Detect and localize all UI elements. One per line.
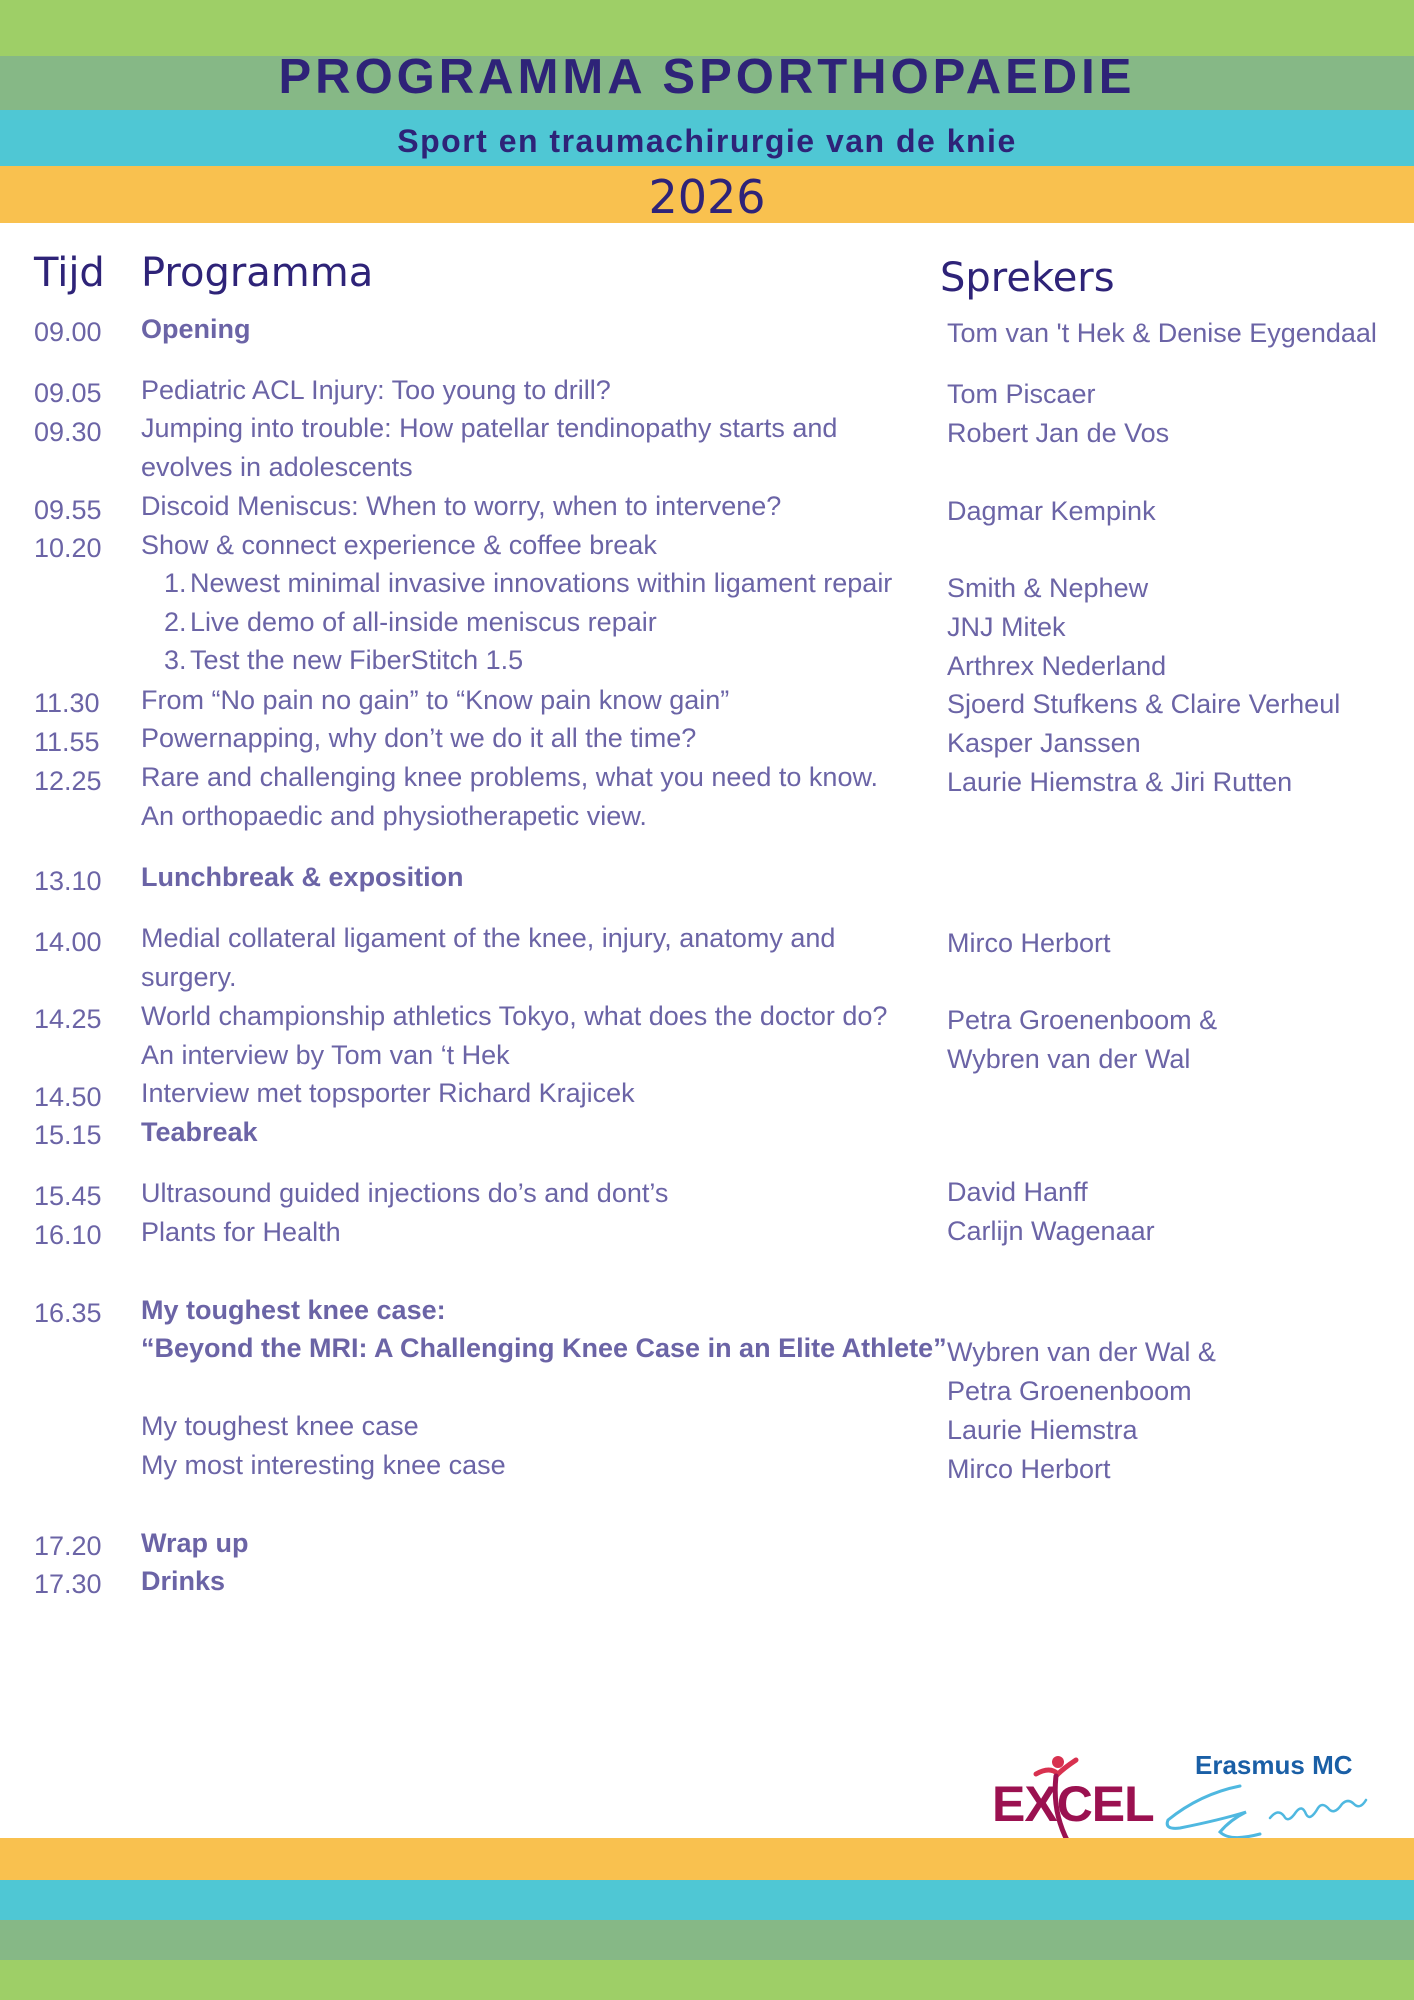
erasmus-mc-logo-text: Erasmus MC xyxy=(1195,1750,1353,1780)
list-number: 3. xyxy=(164,645,187,675)
row-time: 11.30 xyxy=(34,688,100,718)
row-speaker: Mirco Herbort xyxy=(947,1454,1111,1484)
list-item: Newest minimal invasive innovations within ligament repair xyxy=(190,568,893,598)
row-speaker: Smith & Nephew xyxy=(947,573,1149,603)
excel-logo xyxy=(992,1752,1154,1844)
row-program-line2: “Beyond the MRI: A Challenging Knee Case in an Elite Athlete” xyxy=(141,1333,947,1363)
row-time: 09.30 xyxy=(34,417,102,447)
page-subtitle: Sport en traumachirurgie van de knie xyxy=(397,123,1017,159)
row-speaker: Laurie Hiemstra & Jiri Rutten xyxy=(947,767,1293,797)
excel-figure-icon xyxy=(992,1752,1142,1844)
row-program-line2: An orthopaedic and physiotherapetic view. xyxy=(141,801,647,831)
column-header-time: Tijd xyxy=(34,250,105,296)
row-program: Drinks xyxy=(141,1566,226,1596)
list-item: Live demo of all-inside meniscus repair xyxy=(190,607,657,637)
row-program: Powernapping, why don’t we do it all the time? xyxy=(141,723,697,753)
row-time: 14.50 xyxy=(34,1082,102,1112)
row-speaker: Tom van 't Hek & Denise Eygendaal xyxy=(947,318,1377,348)
row-speaker: Mirco Herbort xyxy=(947,928,1111,958)
row-program: Wrap up xyxy=(141,1528,249,1558)
row-program: My toughest knee case xyxy=(141,1411,419,1441)
row-program-line2: An interview by Tom van ‘t Hek xyxy=(141,1040,510,1070)
row-time: 13.10 xyxy=(34,866,102,896)
row-speaker: Laurie Hiemstra xyxy=(947,1415,1138,1445)
row-program: Pediatric ACL Injury: Too young to drill? xyxy=(141,375,611,405)
row-time: 14.25 xyxy=(34,1004,102,1034)
row-program: Discoid Meniscus: When to worry, when to intervene? xyxy=(141,491,782,521)
row-program-line2: evolves in adolescents xyxy=(141,452,413,482)
row-speaker: JNJ Mitek xyxy=(947,612,1066,642)
row-speaker: Tom Piscaer xyxy=(947,379,1096,409)
row-time: 15.15 xyxy=(34,1120,102,1150)
row-program: Interview met topsporter Richard Krajicek xyxy=(141,1078,635,1108)
row-speaker: Robert Jan de Vos xyxy=(947,418,1170,448)
row-speaker: David Hanff xyxy=(947,1177,1088,1207)
row-speaker-line2: Wybren van der Wal xyxy=(947,1044,1191,1074)
row-speaker: Dagmar Kempink xyxy=(947,496,1156,526)
row-speaker: Sjoerd Stufkens & Claire Verheul xyxy=(947,689,1341,719)
row-program: Medial collateral ligament of the knee, injury, anatomy and xyxy=(141,923,836,953)
list-number: 1. xyxy=(164,568,187,598)
row-time: 17.20 xyxy=(34,1531,102,1561)
bottom-band-cyan xyxy=(0,1880,1414,1920)
row-time: 16.10 xyxy=(34,1220,102,1250)
row-time: 10.20 xyxy=(34,533,102,563)
bottom-band-sage xyxy=(0,1920,1414,1960)
row-time: 15.45 xyxy=(34,1181,102,1211)
row-program: Ultrasound guided injections do’s and dont’s xyxy=(141,1178,669,1208)
erasmus-signature-icon xyxy=(1160,1750,1400,1850)
row-time: 16.35 xyxy=(34,1298,102,1328)
row-time: 12.25 xyxy=(34,766,102,796)
row-time: 09.05 xyxy=(34,378,102,408)
row-program: From “No pain no gain” to “Know pain know gain” xyxy=(141,685,730,715)
row-program: Teabreak xyxy=(141,1117,258,1147)
row-speaker: Wybren van der Wal & xyxy=(947,1337,1216,1367)
bottom-band-gold xyxy=(0,1838,1414,1880)
row-program: Plants for Health xyxy=(141,1217,341,1247)
row-program: My toughest knee case: xyxy=(141,1295,446,1325)
row-program: My most interesting knee case xyxy=(141,1450,506,1480)
row-time: 14.00 xyxy=(34,927,102,957)
excel-logo-text: EXCEL xyxy=(992,1776,1154,1832)
year-label: 2026 xyxy=(648,170,766,224)
row-speaker: Petra Groenenboom & xyxy=(947,1005,1218,1035)
row-speaker-line2: Petra Groenenboom xyxy=(947,1376,1192,1406)
row-program-line2: surgery. xyxy=(141,962,237,992)
row-program: Show & connect experience & coffee break xyxy=(141,530,657,560)
row-time: 09.55 xyxy=(34,495,102,525)
row-program: World championship athletics Tokyo, what does the doctor do? xyxy=(141,1001,888,1031)
row-program: Opening xyxy=(141,314,251,344)
page-title: PROGRAMMA SPORTHOPAEDIE xyxy=(278,50,1136,104)
row-speaker: Kasper Janssen xyxy=(947,728,1141,758)
row-time: 11.55 xyxy=(34,727,100,757)
row-program: Jumping into trouble: How patellar tendinopathy starts and xyxy=(141,413,838,443)
row-program: Rare and challenging knee problems, what you need to know. xyxy=(141,762,878,792)
column-header-speakers: Sprekers xyxy=(940,255,1115,301)
erasmus-mc-logo xyxy=(1160,1750,1400,1850)
row-speaker: Arthrex Nederland xyxy=(947,651,1167,681)
row-speaker: Carlijn Wagenaar xyxy=(947,1216,1155,1246)
list-number: 2. xyxy=(164,607,187,637)
row-time: 17.30 xyxy=(34,1569,102,1599)
column-header-program: Programma xyxy=(141,250,374,296)
row-program: Lunchbreak & exposition xyxy=(141,862,464,892)
bottom-band-green xyxy=(0,1960,1414,2000)
row-time: 09.00 xyxy=(34,317,102,347)
list-item: Test the new FiberStitch 1.5 xyxy=(190,645,524,675)
